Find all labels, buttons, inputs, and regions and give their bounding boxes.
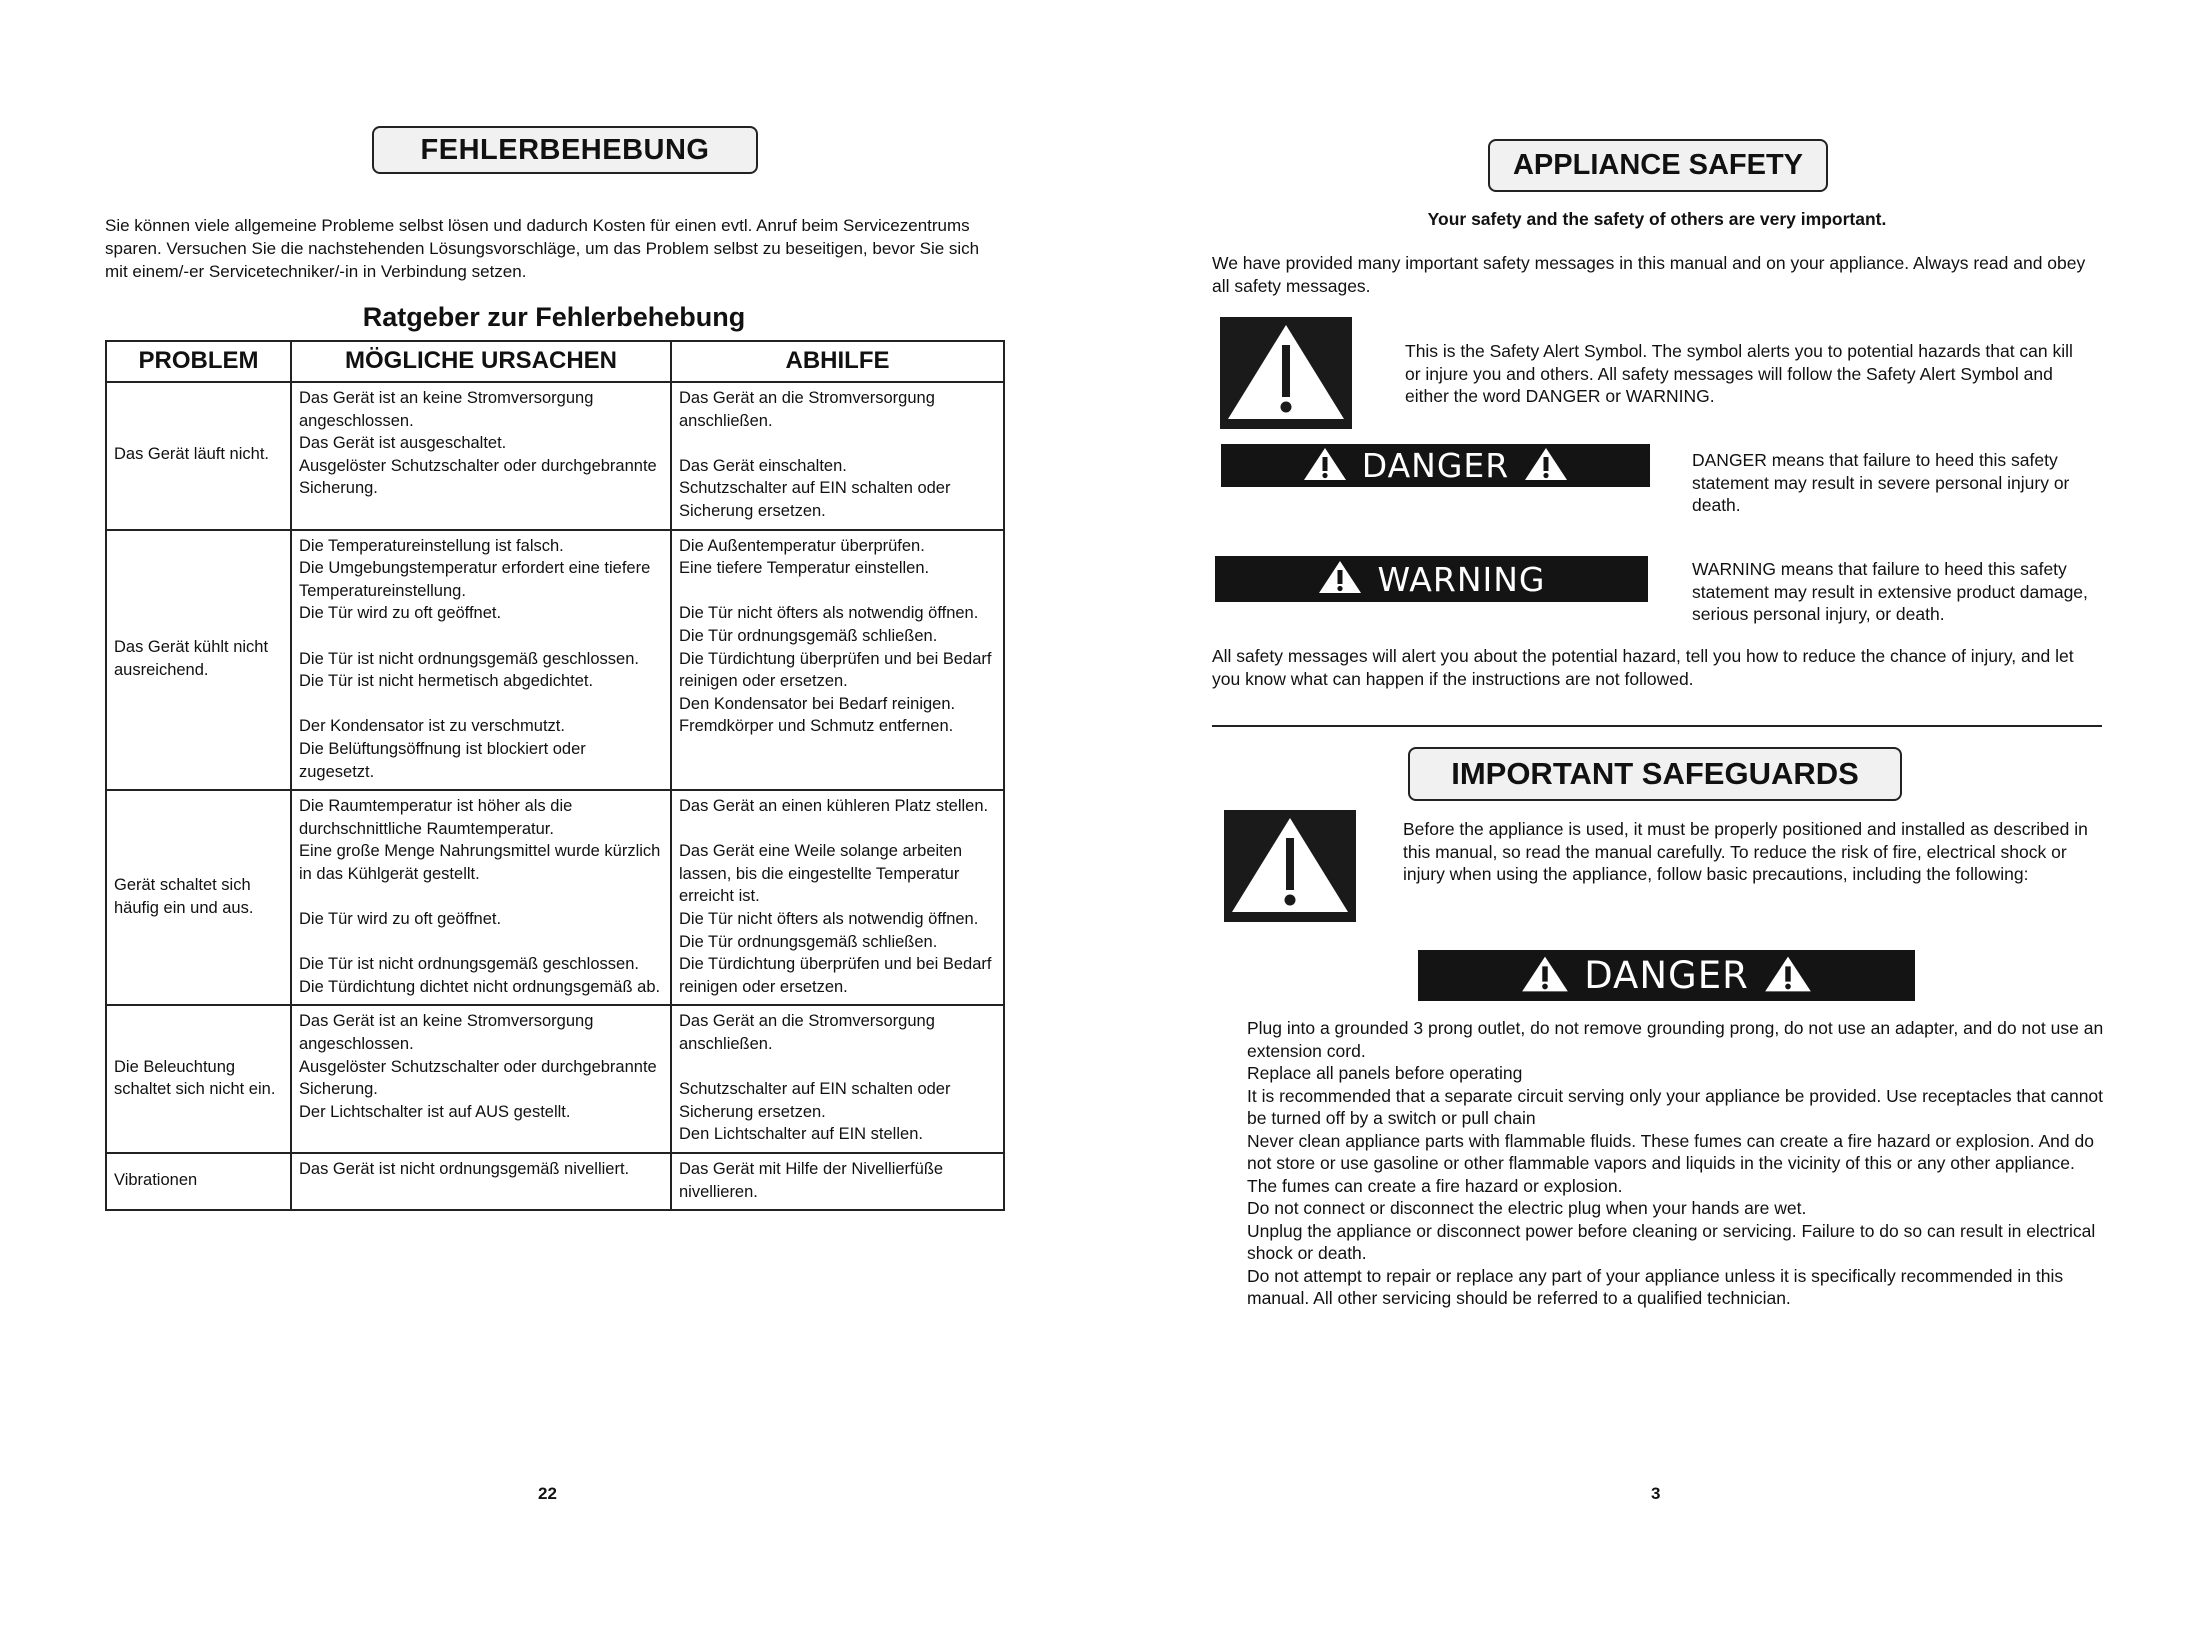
spacer bbox=[679, 580, 996, 603]
table-row bbox=[106, 530, 1004, 791]
problem-cell: Vibrationen bbox=[106, 1153, 291, 1210]
remedy-line: Den Kondensator bei Bedarf reinigen. bbox=[679, 694, 956, 713]
cause-line: Das Gerät ist an keine Stromversorgung angeschlossen. bbox=[299, 1012, 594, 1054]
precaution-item: Replace all panels before operating bbox=[1247, 1063, 1523, 1083]
problem-cell: Das Gerät kühlt nicht ausreichend. bbox=[106, 530, 291, 791]
table-row bbox=[106, 790, 1004, 1005]
remedy-line: Die Tür ordnungsgemäß schließen. bbox=[679, 626, 938, 645]
safety-alert-symbol-icon bbox=[1220, 317, 1352, 429]
spacer bbox=[299, 693, 663, 716]
alert-symbol-description: This is the Safety Alert Symbol. The symbol alerts you to potential hazards that can kill or injure you and others. All safety messages will follow the Safety Alert Symbol and either the word DANGER or WARNING. bbox=[1405, 341, 2073, 406]
appliance-safety-title: APPLIANCE SAFETY bbox=[1488, 139, 1828, 192]
causes-cell bbox=[291, 790, 671, 1005]
precautions-list bbox=[1247, 1017, 2109, 1310]
danger-label-2: DANGER bbox=[1584, 954, 1749, 997]
important-safeguards-title: IMPORTANT SAFEGUARDS bbox=[1408, 747, 1902, 801]
table-header-row bbox=[106, 341, 1004, 382]
precaution-item: Plug into a grounded 3 prong outlet, do not remove grounding prong, do not use an adapter, and do not use an extension cord. bbox=[1247, 1018, 2104, 1061]
precaution-item: Do not connect or disconnect the electric plug when your hands are wet. bbox=[1247, 1198, 1807, 1218]
danger-description: DANGER means that failure to heed this safety statement may result in severe personal injury or death. bbox=[1692, 450, 2070, 515]
precaution-item: Unplug the appliance or disconnect power before cleaning or servicing. Failure to do so can result in electrical shock or death. bbox=[1247, 1220, 2096, 1263]
warning-triangle-icon bbox=[1302, 446, 1348, 486]
spacer bbox=[679, 818, 996, 841]
remedy-line: Den Lichtschalter auf EIN stellen. bbox=[679, 1125, 923, 1144]
remedies-cell bbox=[671, 1005, 1004, 1153]
precaution-item: It is recommended that a separate circuit serving only your appliance be provided. Use receptacles that cannot be turned off by a switch or pull chain bbox=[1247, 1085, 2104, 1128]
spacer bbox=[679, 1056, 996, 1079]
cause-line: Die Türdichtung dichtet nicht ordnungsgemäß ab. bbox=[299, 977, 661, 996]
cause-line: Die Temperatureinstellung ist falsch. bbox=[299, 536, 564, 555]
cause-line: Das Gerät ist an keine Stromversorgung angeschlossen. bbox=[299, 389, 594, 430]
remedy-line: Das Gerät an die Stromversorgung anschließen. bbox=[679, 1012, 935, 1054]
safety-intro: We have provided many important safety messages in this manual and on your appliance. Always read and obey all safety messages. bbox=[1212, 253, 2086, 296]
remedy-line: Schutzschalter auf EIN schalten oder Sicherung ersetzen. bbox=[679, 479, 951, 520]
remedy-line: Schutzschalter auf EIN schalten oder Sicherung ersetzen. bbox=[679, 1080, 951, 1121]
cause-line: Ausgelöster Schutzschalter oder durchgebrannte Sicherung. bbox=[299, 1057, 657, 1099]
danger-label: DANGER bbox=[1361, 446, 1510, 485]
cause-line: Der Lichtschalter ist auf AUS gestellt. bbox=[299, 1102, 571, 1121]
remedies-cell bbox=[671, 1153, 1004, 1210]
spacer bbox=[299, 931, 663, 954]
cause-line: Die Belüftungsöffnung ist blockiert oder zugesetzt. bbox=[299, 739, 586, 781]
cause-line: Die Umgebungstemperatur erfordert eine tiefere Temperatureinstellung. bbox=[299, 559, 651, 600]
table-row bbox=[106, 1005, 1004, 1153]
table-row bbox=[106, 1153, 1004, 1210]
troubleshooting-intro: Sie können viele allgemeine Probleme selbst lösen und dadurch Kosten für einen evtl. Anruf beim Servicezentrums sparen. Versuchen Sie die nachstehenden Lösungsvorschläge, um das Problem selbst zu beseitigen, bevor Sie sich mit einem/-er Servicetechniker/-in in Verbindung setzen. bbox=[105, 216, 980, 281]
page-number-left: 22 bbox=[538, 1484, 557, 1503]
causes-cell bbox=[291, 530, 671, 791]
remedy-line: Das Gerät an die Stromversorgung anschließen. bbox=[679, 389, 935, 430]
cause-line: Der Kondensator ist zu verschmutzt. bbox=[299, 717, 565, 736]
safety-summary: All safety messages will alert you about the potential hazard, tell you how to reduce the chance of injury, and let you know what can happen if the instructions are not followed. bbox=[1212, 646, 2074, 689]
cause-line: Das Gerät ist nicht ordnungsgemäß nivelliert. bbox=[299, 1160, 630, 1178]
remedies-cell bbox=[671, 790, 1004, 1005]
remedies-cell bbox=[671, 382, 1004, 530]
warning-description: WARNING means that failure to heed this safety statement may result in extensive product damage, serious personal injury, or death. bbox=[1692, 559, 2088, 624]
causes-cell bbox=[291, 1153, 671, 1210]
safeguards-intro: Before the appliance is used, it must be properly positioned and installed as described in this manual, so read the manual carefully. To reduce the risk of fire, electrical shock or injury when using the appliance, follow basic precautions, including the following: bbox=[1403, 819, 2088, 884]
cause-line: Die Tür ist nicht ordnungsgemäß geschlossen. bbox=[299, 649, 639, 668]
warning-triangle-icon bbox=[1523, 446, 1569, 486]
table-row bbox=[106, 382, 1004, 530]
cause-line: Das Gerät ist ausgeschaltet. bbox=[299, 434, 507, 453]
remedies-cell bbox=[671, 530, 1004, 791]
warning-banner bbox=[1215, 556, 1648, 602]
causes-cell bbox=[291, 382, 671, 530]
remedy-line: Das Gerät einschalten. bbox=[679, 456, 847, 475]
remedy-line: Das Gerät an einen kühleren Platz stellen. bbox=[679, 797, 989, 816]
section-divider bbox=[1212, 725, 2102, 727]
problem-cell: Die Beleuchtung schaltet sich nicht ein. bbox=[106, 1005, 291, 1153]
column-header-causes: MÖGLICHE URSACHEN bbox=[291, 341, 671, 382]
problem-cell: Gerät schaltet sich häufig ein und aus. bbox=[106, 790, 291, 1005]
cause-line: Die Tür ist nicht ordnungsgemäß geschlossen. bbox=[299, 955, 639, 974]
remedy-line: Die Türdichtung überprüfen und bei Bedarf reinigen oder ersetzen. bbox=[679, 955, 992, 996]
warning-triangle-icon bbox=[1520, 954, 1570, 998]
spacer bbox=[299, 885, 663, 908]
cause-line: Die Tür wird zu oft geöffnet. bbox=[299, 604, 502, 623]
cause-line: Ausgelöster Schutzschalter oder durchgebrannte Sicherung. bbox=[299, 456, 657, 498]
column-header-remedies: ABHILFE bbox=[671, 341, 1004, 382]
remedy-line: Fremdkörper und Schmutz entfernen. bbox=[679, 717, 954, 736]
remedy-line: Die Tür ordnungsgemäß schließen. bbox=[679, 932, 938, 951]
cause-line: Die Tür wird zu oft geöffnet. bbox=[299, 910, 502, 929]
safety-subtitle: Your safety and the safety of others are very important. bbox=[1427, 209, 1887, 229]
remedy-line: Die Tür nicht öfters als notwendig öffnen. bbox=[679, 910, 979, 929]
warning-triangle-icon bbox=[1763, 954, 1813, 998]
warning-label: WARNING bbox=[1377, 559, 1546, 599]
safety-alert-symbol-icon bbox=[1224, 810, 1356, 922]
cause-line: Die Tür ist nicht hermetisch abgedichtet. bbox=[299, 672, 594, 691]
remedy-line: Die Außentemperatur überprüfen. bbox=[679, 536, 925, 555]
remedy-line: Die Türdichtung überprüfen und bei Bedarf reinigen oder ersetzen. bbox=[679, 649, 992, 691]
page-number-right: 3 bbox=[1651, 1484, 1661, 1503]
causes-cell bbox=[291, 1005, 671, 1153]
remedy-line: Das Gerät eine Weile solange arbeiten lassen, bis die eingestellte Temperatur erreicht ist. bbox=[679, 842, 963, 906]
precaution-item: Never clean appliance parts with flammable fluids. These fumes can create a fire hazard or explosion. And do not store or use gasoline or other flammable vapors and liquids in the vicinity of this or any other appliance. The fumes can create a fire hazard or explosion. bbox=[1247, 1130, 2094, 1196]
troubleshooting-table bbox=[105, 340, 1005, 1211]
column-header-problem: PROBLEM bbox=[106, 341, 291, 382]
remedy-line: Das Gerät mit Hilfe der Nivellierfüße nivellieren. bbox=[679, 1160, 944, 1201]
precaution-item: Do not attempt to repair or replace any part of your appliance unless it is specifically recommended in this manual. All other servicing should be referred to a qualified technician. bbox=[1247, 1265, 2064, 1308]
warning-triangle-icon bbox=[1317, 559, 1363, 599]
spacer bbox=[299, 625, 663, 648]
remedy-line: Die Tür nicht öfters als notwendig öffnen. bbox=[679, 604, 979, 623]
problem-cell: Das Gerät läuft nicht. bbox=[106, 382, 291, 530]
remedy-line: Eine tiefere Temperatur einstellen. bbox=[679, 559, 930, 578]
troubleshooting-title: FEHLERBEHEBUNG bbox=[372, 126, 758, 174]
danger-banner-2 bbox=[1418, 950, 1915, 1001]
cause-line: Eine große Menge Nahrungsmittel wurde kürzlich in das Kühlgerät gestellt. bbox=[299, 842, 661, 883]
cause-line: Die Raumtemperatur ist höher als die durchschnittliche Raumtemperatur. bbox=[299, 797, 573, 838]
danger-banner bbox=[1221, 444, 1650, 487]
spacer bbox=[679, 432, 996, 455]
troubleshooting-table-title: Ratgeber zur Fehlerbehebung bbox=[362, 302, 746, 332]
